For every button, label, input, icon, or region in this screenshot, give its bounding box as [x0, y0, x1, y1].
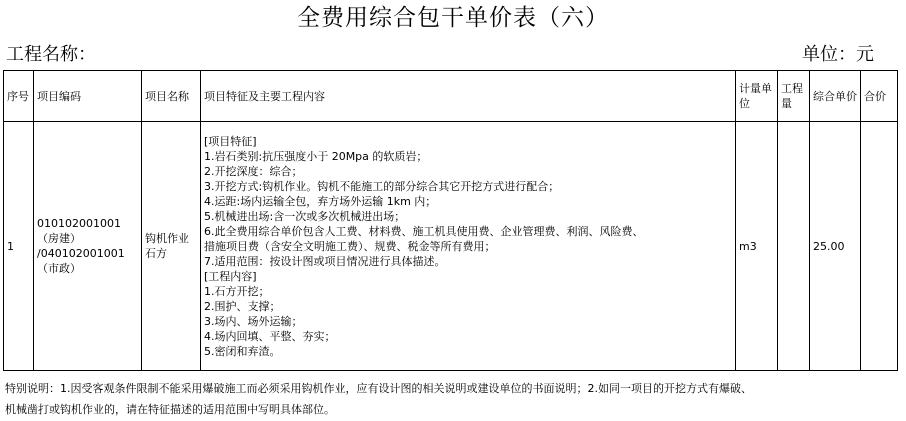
feature-line: 6.此全费用综合单价包含人工费、材料费、施工机具使用费、企业管理费、利润、风险费、: [204, 224, 644, 238]
feature-line: 2.开挖深度：综合；: [204, 164, 303, 178]
header-total: 合价: [861, 71, 898, 122]
row-total: [861, 122, 898, 371]
row-code-line: 010102001001: [37, 217, 121, 230]
header-seq: 序号: [4, 71, 34, 122]
row-code: [34, 122, 142, 371]
page-title: 全费用综合包干单价表（六）: [297, 5, 609, 31]
row-qty: [778, 122, 810, 371]
feature-line: 5.密闭和弃渣。: [204, 344, 281, 358]
feature-line: [工程内容]: [204, 269, 257, 283]
note-line: 机械凿打或钩机作业的，请在特征描述的适用范围中写明具体部位。: [5, 403, 335, 416]
header-unit: 计量单位: [736, 71, 778, 122]
feature-line: 4.运距:场内运输全包，弃方场外运输 1km 内；: [204, 194, 437, 208]
header-code: 项目编码: [34, 71, 142, 122]
header-name: 项目名称: [142, 71, 201, 122]
project-name-label: 工程名称：: [6, 44, 96, 65]
note-line: 特别说明：1.因受客观条件限制不能采用爆破施工而必须采用钩机作业，应有设计图的相关说明或建设单位的书面说明；2.如同一项目的开挖方式有爆破、: [5, 382, 752, 395]
table-header-row: [4, 71, 898, 122]
table-row: [4, 122, 898, 371]
unit-price-table: [3, 70, 898, 371]
row-price: 25.00: [810, 122, 861, 371]
header-qty: 工程量: [778, 71, 810, 122]
feature-line: 5.机械进出场:含一次或多次机械进出场；: [204, 209, 406, 223]
row-item-name: 钩机作业石方: [142, 122, 201, 371]
row-features: [201, 122, 736, 371]
header-features: 项目特征及主要工程内容: [201, 71, 736, 122]
feature-line: 3.场内、场外运输；: [204, 314, 303, 328]
feature-line: 4.场内回填、平整、夯实；: [204, 329, 336, 343]
special-note: [5, 378, 900, 420]
row-code-line: （房建）: [37, 232, 81, 245]
unit-label: 单位：元: [802, 44, 874, 65]
feature-line: 2.围护、支撑；: [204, 299, 281, 313]
feature-line: 3.开挖方式:钩机作业。钩机不能施工的部分综合其它开挖方式进行配合；: [204, 179, 560, 193]
feature-line: 7.适用范围：按设计图或项目情况进行具体描述。: [204, 254, 446, 268]
row-unit: m3: [736, 122, 778, 371]
feature-line: 1.岩石类别:抗压强度小于 20Mpa 的软质岩；: [204, 149, 428, 163]
feature-line: 措施项目费（含安全文明施工费）、规费、税金等所有费用；: [204, 239, 496, 253]
row-code-line: （市政）: [37, 262, 81, 275]
row-code-line: /040102001001: [37, 247, 125, 260]
feature-line: 1.石方开挖；: [204, 284, 270, 298]
row-seq: 1: [4, 122, 34, 371]
header-price: 综合单价: [810, 71, 861, 122]
feature-line: [项目特征]: [204, 134, 257, 148]
